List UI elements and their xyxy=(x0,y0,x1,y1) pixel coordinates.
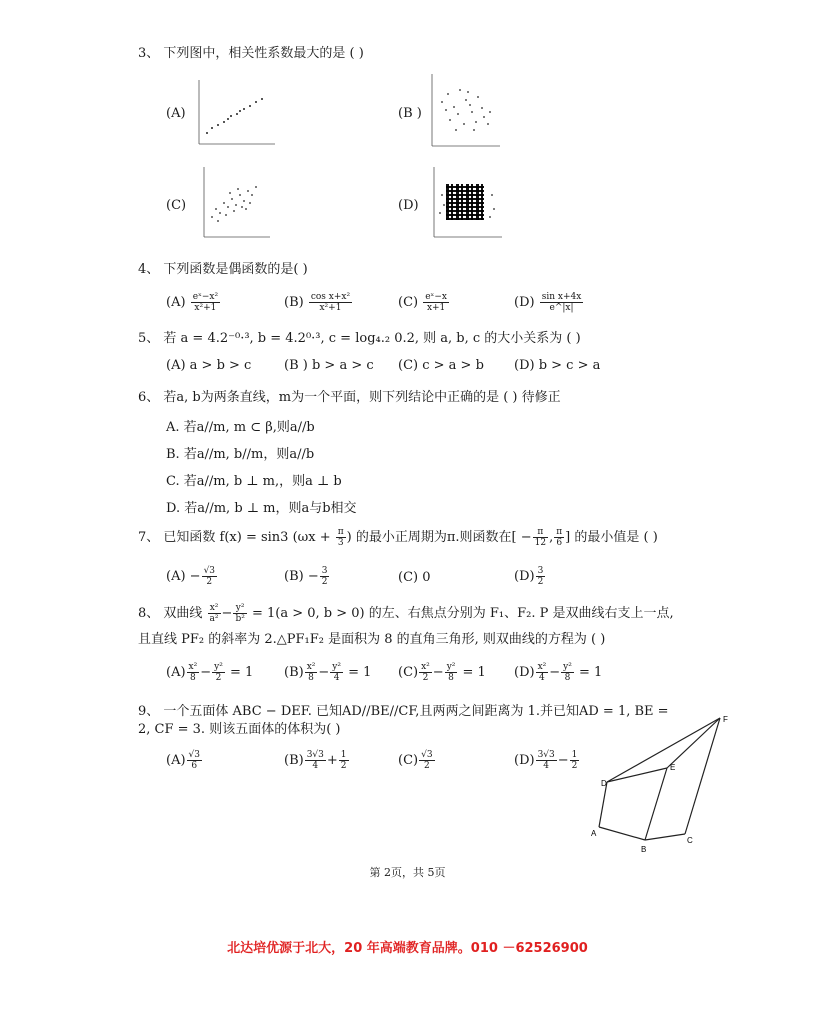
q9-option-c: (C) $\frac{√3}{2}$ xyxy=(398,750,433,771)
q6-option-b: B. 若a//m, b//m，则a//b xyxy=(166,447,315,462)
vertex-b-label: B xyxy=(641,845,647,854)
q7-option-a: (A) − $\frac{√3}{2}$ xyxy=(166,566,216,587)
q4-option-b: (B) $\frac{\text{cos x+x²}}{\text{x²+1}}$ xyxy=(284,292,351,313)
q8-option-c: (C) $\frac{\text{x²}}{2}$ − $\frac{\text{y²}}{8}$ = 1 xyxy=(398,662,486,683)
question-8-line-1: 8、 双曲线 $\frac{\text{x²}}{\text{a²}}$ − $\frac{\text{y²}}{\text{b²}}$ = 1(a > 0, b > 0) 的左、右焦点分别为 F₁、F₂. P 是双曲线右支上一点, xyxy=(138,603,674,624)
advertisement-banner: 北达培优源于北大，20 年高端教育品牌。010 －62526900 xyxy=(227,941,588,956)
q5-option-c: (C) c > a > b xyxy=(398,358,484,373)
q7-option-d: (D) $\frac{3}{2}$ xyxy=(514,566,544,587)
vertex-c-label: C xyxy=(687,836,693,845)
vertex-f-label: F xyxy=(723,715,728,724)
question-5-stem: 5、 若 a = 4.2⁻⁰·³, b = 4.2⁰·³, c = log₄.₂ 0.2, 则 a, b, c 的大小关系为 ( ) xyxy=(138,331,581,346)
q9-option-b: (B) $\frac{3√3}{4}$ + $\frac{1}{2}$ xyxy=(284,750,347,771)
q3-scatter-a xyxy=(195,78,280,150)
q8-option-a: (A) $\frac{\text{x²}}{8}$ − $\frac{\text{y²}}{2}$ = 1 xyxy=(166,662,254,683)
question-4-stem: 4、 下列函数是偶函数的是( ) xyxy=(138,262,308,277)
q4-option-a: (A) $\frac{\text{eˣ−x²}}{\text{x²+1}}$ xyxy=(166,292,219,313)
q6-option-c: C. 若a//m, b ⊥ m,，则a ⊥ b xyxy=(166,474,342,489)
q4-option-c: (C) $\frac{\text{eˣ−x}}{x+1}$ xyxy=(398,292,447,313)
vertex-d-label: D xyxy=(601,779,607,788)
vertex-a-label: A xyxy=(591,829,597,838)
q9-option-d: (D) $\frac{3√3}{4}$ − $\frac{1}{2}$ xyxy=(514,750,578,771)
page-number: 第 2页，共 5页 xyxy=(369,866,446,879)
question-7-stem: 7、 已知函数 f(x) = sin3 (ωx + $\frac{\pi}{3}$ ) 的最小正周期为π.则函数在[ − $\frac{\pi}{12}$ , $\frac{\pi}{6}$ ] 的最小值是 ( ) xyxy=(138,527,658,548)
q3-option-b-label: (B ) xyxy=(398,106,422,121)
question-6-stem: 6、 若a, b为两条直线，m为一个平面，则下列结论中正确的是 ( ) 待修正 xyxy=(138,390,561,405)
q7-option-b: (B) − $\frac{3}{2}$ xyxy=(284,566,328,587)
q6-option-a: A. 若a//m, m ⊂ β,则a//b xyxy=(166,420,315,435)
q3-scatter-c xyxy=(198,165,273,243)
q3-option-a-label: (A) xyxy=(166,106,186,121)
q5-option-a: (A) a > b > c xyxy=(166,358,252,373)
q5-option-d: (D) b > c > a xyxy=(514,358,601,373)
q4-option-d: (D) $\frac{\text{sin x+4x}}{e\^{}|x|}$ xyxy=(514,292,582,313)
qr-code-icon xyxy=(446,184,484,220)
pentahedron-figure xyxy=(585,710,735,860)
question-9-line-2: 2, CF = 3. 则该五面体的体积为( ) xyxy=(138,722,341,737)
q3-scatter-b xyxy=(428,72,503,152)
question-8-line-2: 且直线 PF₂ 的斜率为 2.△PF₁F₂ 是面积为 8 的直角三角形, 则双曲线的方程为 ( ) xyxy=(138,632,606,647)
q5-option-b: (B ) b > a > c xyxy=(284,358,374,373)
q3-option-d-label: (D) xyxy=(398,198,419,213)
q9-option-a: (A) $\frac{√3}{6}$ xyxy=(166,750,201,771)
vertex-e-label: E xyxy=(670,763,676,772)
q3-option-c-label: (C) xyxy=(166,198,187,213)
question-3-stem: 3、 下列图中，相关性系数最大的是 ( ) xyxy=(138,46,364,61)
q7-option-c: (C) 0 xyxy=(398,570,431,585)
q8-option-b: (B) $\frac{\text{x²}}{8}$ − $\frac{\text{y²}}{4}$ = 1 xyxy=(284,662,372,683)
q6-option-d: D. 若a//m, b ⊥ m，则a与b相交 xyxy=(166,501,357,516)
q8-option-d: (D) $\frac{\text{x²}}{4}$ − $\frac{\text{y²}}{8}$ = 1 xyxy=(514,662,603,683)
question-9-line-1: 9、 一个五面体 ABC − DEF. 已知AD//BE//CF,且两两之间距离为 1.并已知AD = 1, BE = xyxy=(138,704,669,719)
